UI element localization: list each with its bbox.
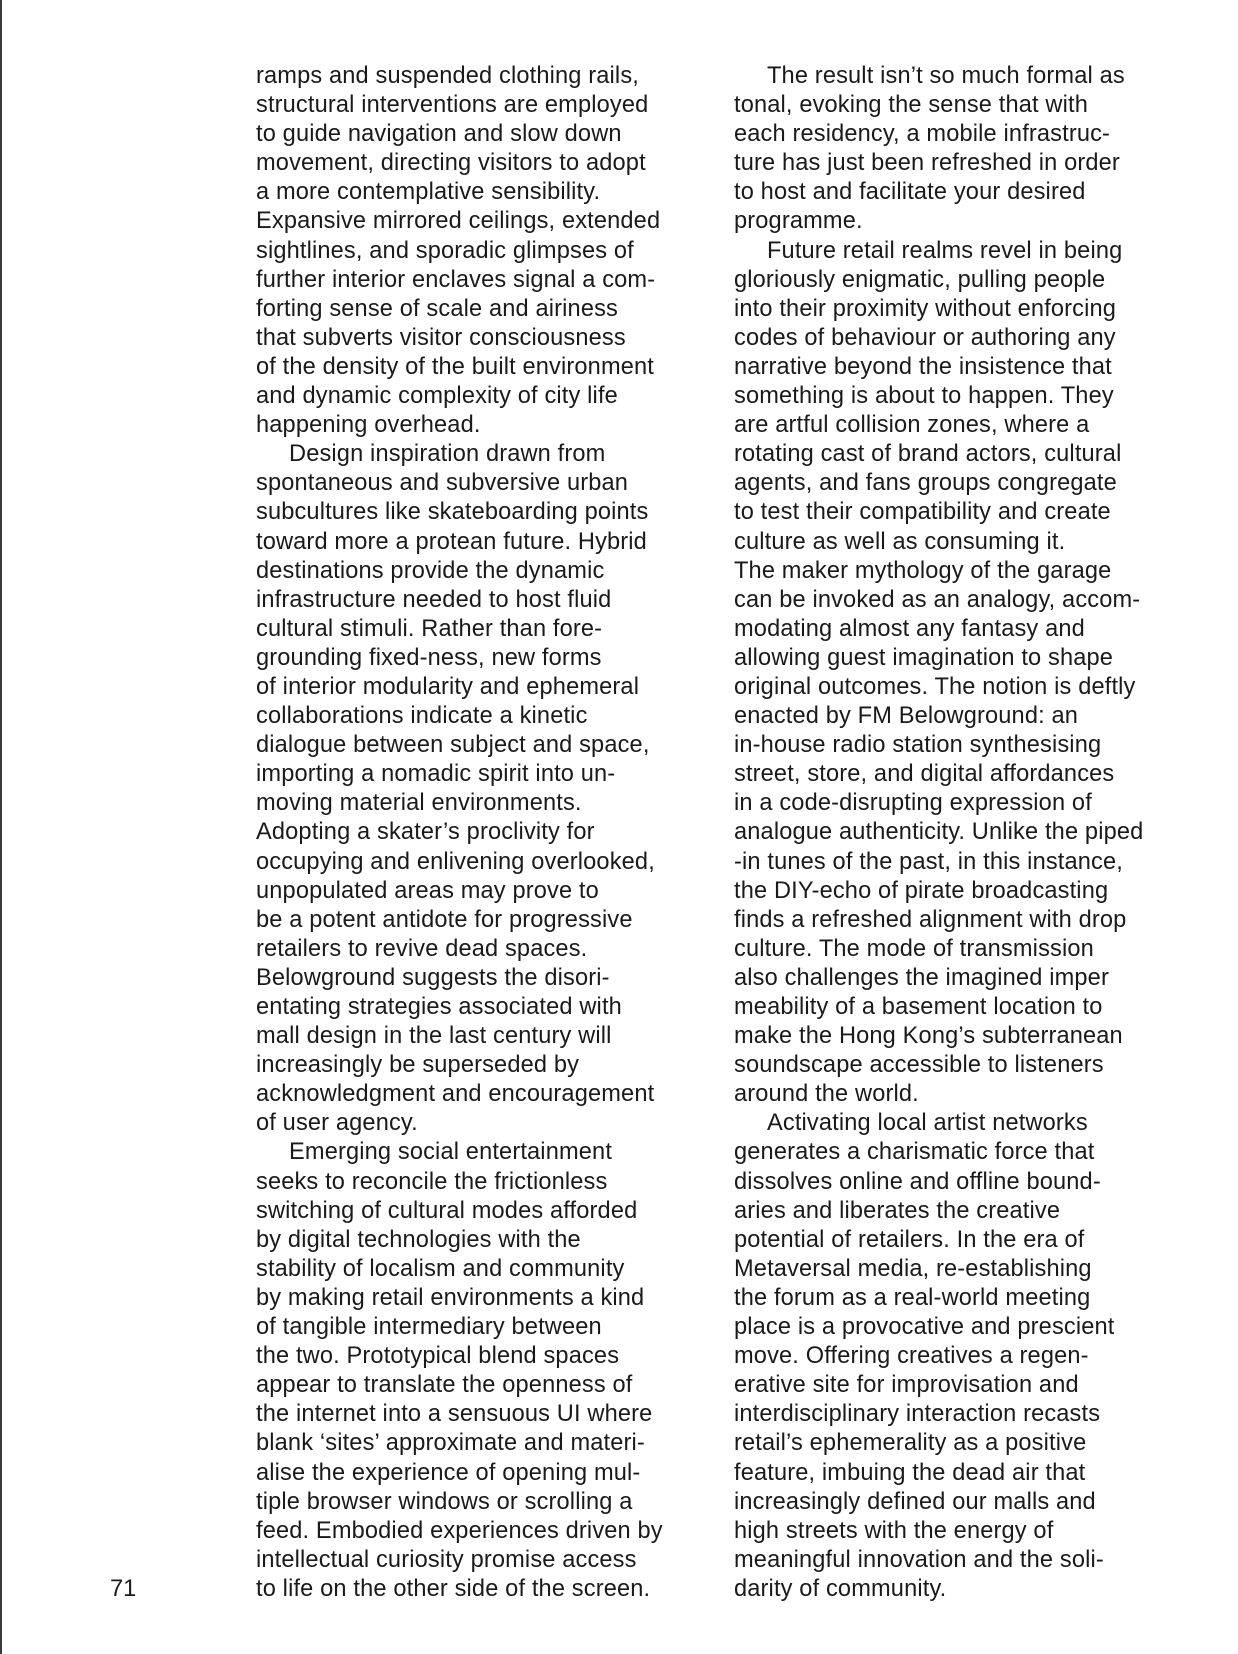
text-line: seeks to reconcile the frictionless (256, 1168, 608, 1195)
text-line: potential of retailers. In the era of (734, 1226, 1085, 1253)
text-line: toward more a protean future. Hybrid (256, 528, 647, 555)
text-line: collaborations indicate a kinetic (256, 703, 588, 730)
left-text-column (256, 62, 716, 1604)
text-line: make the Hong Kong’s subterranean (734, 1023, 1123, 1050)
text-line: in a code-disrupting expression of (734, 790, 1092, 817)
text-line: spontaneous and subversive urban (256, 470, 629, 497)
text-line: forting sense of scale and airiness (256, 295, 618, 322)
text-line: darity of community. (734, 1575, 947, 1602)
page-number: 71 (110, 1576, 137, 1602)
page-edge-rule (0, 0, 2, 1654)
text-line: The maker mythology of the garage (734, 557, 1112, 584)
text-line: ramps and suspended clothing rails, (256, 63, 639, 89)
text-line: programme. (734, 208, 863, 235)
text-line: infrastructure needed to host fluid (256, 586, 612, 613)
text-line: and dynamic complexity of city life (256, 383, 618, 410)
text-line: structural interventions are employed (256, 92, 649, 119)
text-line: movement, directing visitors to adopt (256, 150, 646, 177)
text-line: rotating cast of brand actors, cultural (734, 441, 1122, 468)
text-line: grounding fixed-ness, new forms (256, 644, 602, 671)
text-line: increasingly defined our malls and (734, 1488, 1096, 1515)
text-line: gloriously enigmatic, pulling people (734, 266, 1106, 293)
text-line: dialogue between subject and space, (256, 732, 650, 759)
text-line: unpopulated areas may prove to (256, 877, 599, 904)
text-line: finds a refreshed alignment with drop (734, 906, 1127, 933)
text-line: appear to translate the openness of (256, 1372, 633, 1399)
text-line: can be invoked as an analogy, accom- (734, 586, 1141, 613)
text-line: the two. Prototypical blend spaces (256, 1343, 620, 1370)
text-line: Adopting a skater’s proclivity for (256, 819, 595, 846)
text-line: narrative beyond the insistence that (734, 353, 1112, 380)
text-line: importing a nomadic spirit into un- (256, 761, 616, 788)
text-line: dissolves online and offline bound- (734, 1168, 1101, 1195)
text-line: original outcomes. The notion is deftly (734, 673, 1136, 700)
text-line: to test their compatibility and create (734, 499, 1111, 526)
text-line: are artful collision zones, where a (734, 412, 1090, 439)
text-line: also challenges the imagined imper (734, 964, 1109, 991)
text-line: Emerging social entertainment (289, 1139, 613, 1166)
text-line: ture has just been refreshed in order (734, 150, 1120, 177)
text-line: erative site for improvisation and (734, 1372, 1079, 1399)
text-line: of interior modularity and ephemeral (256, 673, 640, 700)
text-line: subcultures like skateboarding points (256, 499, 649, 526)
text-line: the forum as a real-world meeting (734, 1284, 1091, 1311)
text-line: feed. Embodied experiences driven by (256, 1517, 663, 1544)
text-line: move. Offering creatives a regen- (734, 1343, 1089, 1370)
text-line: acknowledgment and encouragement (256, 1081, 655, 1108)
text-line: of user agency. (256, 1110, 418, 1137)
text-line: into their proximity without enforcing (734, 295, 1117, 322)
text-line: sightlines, and sporadic glimpses of (256, 237, 634, 264)
text-line: Activating local artist networks (767, 1110, 1088, 1137)
text-line: of the density of the built environment (256, 353, 655, 380)
text-line: tiple browser windows or scrolling a (256, 1488, 633, 1515)
text-line: Future retail realms revel in being (767, 237, 1123, 264)
text-line: tonal, evoking the sense that with (734, 92, 1088, 119)
text-line: Design inspiration drawn from (289, 441, 606, 468)
text-line: around the world. (734, 1081, 919, 1108)
text-line: codes of behaviour or authoring any (734, 324, 1116, 351)
text-line: entating strategies associated with (256, 994, 622, 1020)
text-line: switching of cultural modes afforded (256, 1197, 638, 1224)
text-line: allowing guest imagination to shape (734, 644, 1114, 671)
text-line: Expansive mirrored ceilings, extended (256, 208, 661, 235)
text-line: Metaversal media, re-establishing (734, 1255, 1092, 1282)
text-line: of tangible intermediary between (256, 1314, 602, 1341)
text-line: retailers to revive dead spaces. (256, 935, 588, 962)
text-line: further interior enclaves signal a com- (256, 266, 656, 293)
text-line: agents, and fans groups congregate (734, 470, 1117, 497)
text-line: interdisciplinary interaction recasts (734, 1401, 1101, 1428)
text-line: that subverts visitor consciousness (256, 324, 626, 351)
text-line: the internet into a sensuous UI where (256, 1401, 653, 1428)
text-line: in-house radio station synthesising (734, 732, 1102, 759)
text-line: cultural stimuli. Rather than fore- (256, 615, 603, 642)
text-line: a more contemplative sensibility. (256, 179, 601, 206)
text-line: to life on the other side of the screen. (256, 1575, 651, 1602)
text-line: Belowground suggests the disori- (256, 964, 610, 991)
text-line: the DIY-echo of pirate broadcasting (734, 877, 1109, 904)
text-line: retail’s ephemerality as a positive (734, 1430, 1087, 1457)
text-line: by making retail environments a kind (256, 1284, 645, 1311)
text-line: each residency, a mobile infrastruc- (734, 121, 1111, 148)
text-line: increasingly be superseded by (256, 1052, 580, 1079)
text-line: alise the experience of opening mul- (256, 1459, 641, 1486)
text-line: high streets with the energy of (734, 1517, 1054, 1544)
text-line: street, store, and digital affordances (734, 761, 1115, 788)
text-line: culture. The mode of transmission (734, 935, 1094, 962)
text-line: be a potent antidote for progressive (256, 906, 633, 933)
text-line: aries and liberates the creative (734, 1197, 1061, 1224)
text-line: destinations provide the dynamic (256, 557, 605, 584)
text-line: by digital technologies with the (256, 1226, 581, 1253)
text-line: stability of localism and community (256, 1255, 625, 1282)
text-line: place is a provocative and prescient (734, 1314, 1115, 1341)
text-line: to host and facilitate your desired (734, 179, 1086, 206)
text-line: soundscape accessible to listeners (734, 1052, 1104, 1079)
text-line: blank ‘sites’ approximate and materi- (256, 1430, 645, 1457)
text-line: mall design in the last century will (256, 1023, 612, 1050)
text-line: -in tunes of the past, in this instance, (734, 848, 1123, 875)
text-line: happening overhead. (256, 412, 481, 439)
text-line: analogue authenticity. Unlike the piped (734, 819, 1144, 846)
text-line: meaningful innovation and the soli- (734, 1546, 1104, 1573)
text-line: feature, imbuing the dead air that (734, 1459, 1086, 1486)
text-line: intellectual curiosity promise access (256, 1546, 637, 1573)
text-line: culture as well as consuming it. (734, 528, 1066, 555)
text-line: enacted by FM Belowground: an (734, 703, 1079, 730)
text-line: generates a charismatic force that (734, 1139, 1095, 1166)
text-line: to guide navigation and slow down (256, 121, 622, 148)
right-text-column (734, 62, 1194, 1604)
text-line: something is about to happen. They (734, 383, 1114, 410)
text-line: occupying and enlivening overlooked, (256, 848, 655, 875)
text-line: moving material environments. (256, 790, 582, 817)
text-line: modating almost any fantasy and (734, 615, 1085, 642)
text-line: The result isn’t so much formal as (767, 63, 1125, 89)
text-line: meability of a basement location to (734, 994, 1103, 1020)
